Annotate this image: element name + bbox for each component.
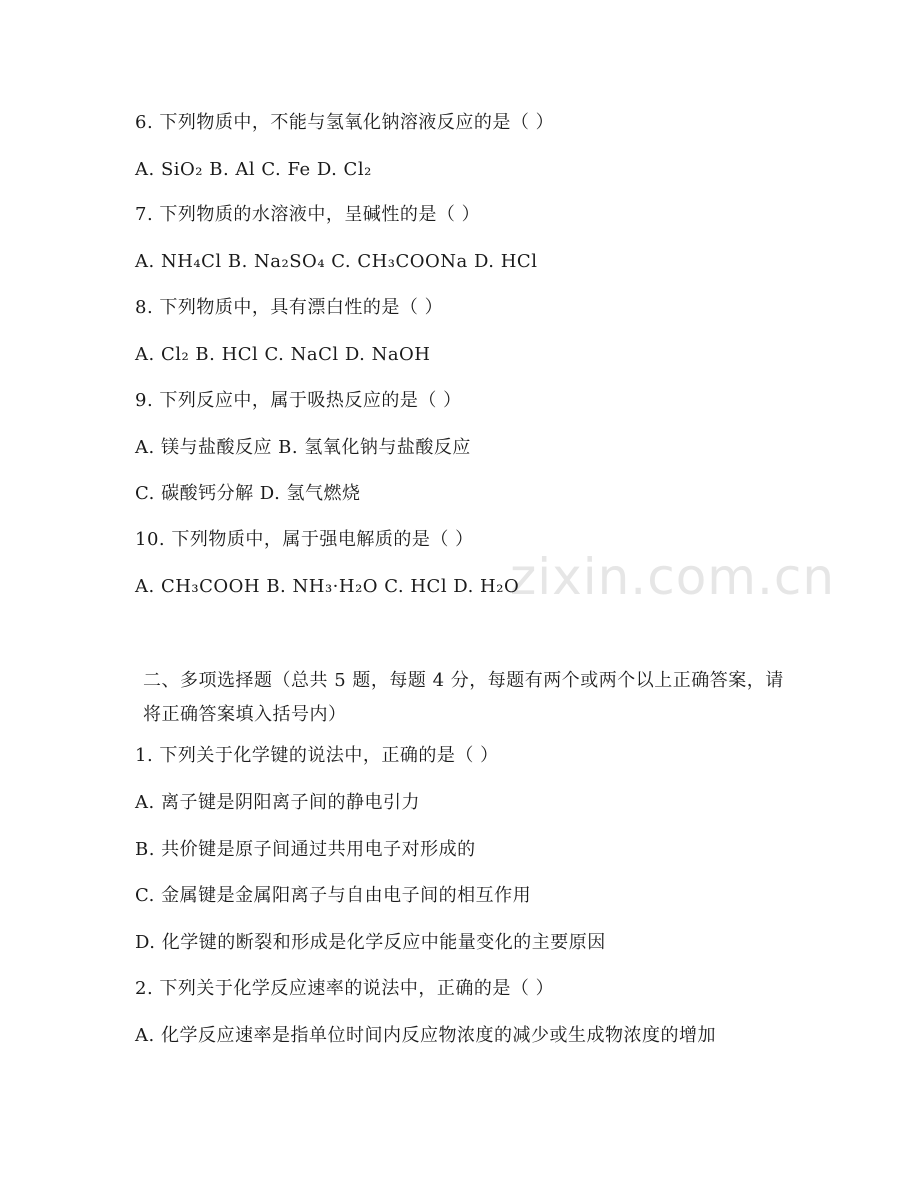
question-10: 10. 下列物质中，属于强电解质的是（ ） bbox=[135, 529, 474, 550]
question-10-options: A. CH₃COOH B. NH₃·H₂O C. HCl D. H₂O bbox=[135, 576, 520, 597]
section-heading-multiple-choice: 二、多项选择题（总共 5 题，每题 4 分，每题有两个或两个以上正确答案，请将正确答案填入括号内） bbox=[143, 670, 784, 725]
mc-question-1-option-b: B. 共价键是原子间通过共用电子对形成的 bbox=[135, 839, 476, 860]
question-7: 7. 下列物质的水溶液中，呈碱性的是（ ） bbox=[135, 204, 481, 225]
question-7-options: A. NH₄Cl B. Na₂SO₄ C. CH₃COONa D. HCl bbox=[135, 251, 538, 272]
question-9-options-cd: C. 碳酸钙分解 D. 氢气燃烧 bbox=[135, 483, 361, 504]
question-6: 6. 下列物质中，不能与氢氧化钠溶液反应的是（ ） bbox=[135, 112, 555, 133]
question-9: 9. 下列反应中，属于吸热反应的是（ ） bbox=[135, 390, 462, 411]
mc-question-2: 2. 下列关于化学反应速率的说法中，正确的是（ ） bbox=[135, 978, 555, 999]
mc-question-1-option-a: A. 离子键是阴阳离子间的静电引力 bbox=[135, 792, 420, 813]
mc-question-1-option-d: D. 化学键的断裂和形成是化学反应中能量变化的主要原因 bbox=[135, 932, 606, 953]
mc-question-2-option-a: A. 化学反应速率是指单位时间内反应物浓度的减少或生成物浓度的增加 bbox=[135, 1025, 716, 1046]
question-6-options: A. SiO₂ B. Al C. Fe D. Cl₂ bbox=[135, 159, 372, 180]
watermark: zixin.com.cn bbox=[510, 548, 836, 606]
mc-question-1: 1. 下列关于化学键的说法中，正确的是（ ） bbox=[135, 745, 499, 766]
question-8: 8. 下列物质中，具有漂白性的是（ ） bbox=[135, 297, 444, 318]
question-9-options-ab: A. 镁与盐酸反应 B. 氢氧化钠与盐酸反应 bbox=[135, 437, 471, 458]
mc-question-1-option-c: C. 金属键是金属阳离子与自由电子间的相互作用 bbox=[135, 885, 532, 906]
question-8-options: A. Cl₂ B. HCl C. NaCl D. NaOH bbox=[135, 344, 431, 365]
